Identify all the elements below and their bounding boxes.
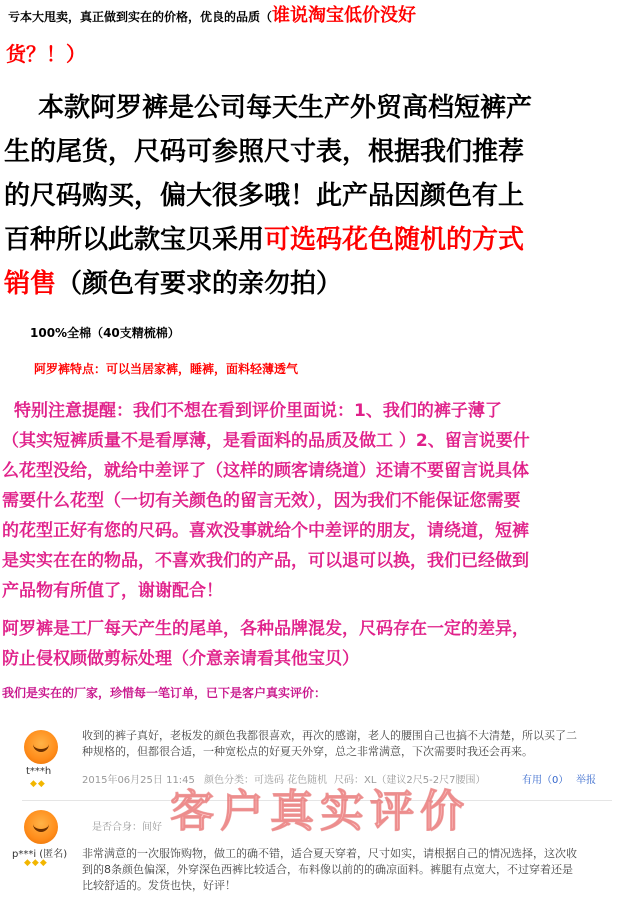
review-2-text-line-1: 非常满意的一次服饰购物，做工的确不错，适合夏天穿着，尺寸如实，请根据自己的情况选择，这次收 [82,847,577,860]
review-2-fit: 是否合身：间好 [92,822,162,833]
notice-line-7: 产品物有所值了，谢谢配合！ [2,581,223,601]
avatar-icon [24,810,58,844]
brand-note-block [2,614,620,674]
diamond-icon: ◆◆ [30,779,46,789]
review-1-color: 颜色分类：可选码 花色随机 [204,775,328,786]
intro-black-text: 亏本大甩卖，真正做到实在的价格，优良的品质（ [8,10,273,24]
notice-line-5: 的花型正好有您的尺码。喜欢没事就给个中差评的朋友，请绕道，短裤 [2,521,529,541]
review-1-text-line-1: 收到的裤子真好，老板发的颜色我都很喜欢，再次的感谢，老人的腰围自己也搞不大清楚，所以买了二 [82,729,577,742]
review-1-text [82,728,612,760]
review-1-user[interactable]: t***h [26,766,52,777]
review-1-text-line-2: 种规格的，但都很合适，一种宽松点的好夏天外穿，总之非常满意，下次需要时我还会再来。 [82,745,533,758]
review-2-user[interactable]: p***i (匿名) [12,849,68,860]
feature-text: 阿罗裤特点：可以当居家裤，睡裤，面料轻薄透气 [34,362,299,376]
watermark-text: 客户真实评价 [170,786,470,837]
intro-line [8,6,618,27]
description-line-4-red: 可选码花色随机的方式 [264,225,525,255]
description-line-1: 本款阿罗裤是公司每天生产外贸高档短裤产 [38,93,533,123]
description-line-3: 的尺码购买，偏大很多哦！此产品因颜色有上 [4,181,525,211]
description-line-4 [4,218,618,262]
reviews-heading: 我们是实在的厂家，珍惜每一笔订单，已下是客户真实评价： [2,686,327,700]
intro-red-text: 谁说淘宝低价没好 [272,5,417,26]
review-2-text-line-2: 到的8条颜色偏深，外穿深色西裤比较适合，布料像以前的的确凉面料。裤腿有点宽大，不过穿着还是 [82,863,573,876]
description-line-5-red: 销售 [4,269,57,299]
description-line-2: 生的尾货，尺码可参照尺寸表，根据我们推荐 [4,137,525,167]
brand-note-line-2: 防止侵权顾做剪标处理（介意亲请看其他宝贝） [2,649,359,669]
review-1-useful-link[interactable]: 有用（0） [522,775,569,786]
material-text: 100%全棉（40支精梳棉） [30,326,180,340]
notice-line-2: （其实短裤质量不是看厚薄，是看面料的品质及做工 ）2、留言说要什 [2,431,530,451]
description-line-5 [4,262,618,306]
avatar-icon [24,730,58,764]
review-1-date: 2015年06月25日 11:45 [82,775,195,786]
brand-note-line-1: 阿罗裤是工厂每天产生的尾单，各种品牌混发，尺码存在一定的差异， [2,619,529,639]
intro-red-text-2: 货？！） [6,42,86,66]
notice-line-6: 是实实在在的物品，不喜欢我们的产品，可以退可以换，我们已经做到 [2,551,529,571]
review-1-report-link[interactable]: 举报 [576,775,596,786]
notice-line-1: 特别注意提醒：我们不想在看到评价里面说：1、我们的裤子薄了 [14,401,502,421]
description-line-5-black: （颜色有要求的亲勿拍） [56,269,343,299]
description-line-4-black: 百种所以此款宝贝采用 [4,225,265,255]
review-2-text [82,846,612,894]
notice-line-3: 么花型没给，就给中差评了（这样的顾客请绕道）还请不要留言说具体 [2,461,529,481]
description-block [4,86,618,306]
notice-block [2,396,620,606]
review-1-size: 尺码：XL（建议2尺5-2尺7腰围） [334,775,486,786]
notice-line-4: 需要什么花型（一切有关颜色的留言无效），因为我们不能保证您需要 [2,491,521,511]
review-2-text-line-3: 比较舒适的。发货也快，好评！ [82,879,236,892]
diamond-icon: ◆◆◆ [24,858,48,868]
